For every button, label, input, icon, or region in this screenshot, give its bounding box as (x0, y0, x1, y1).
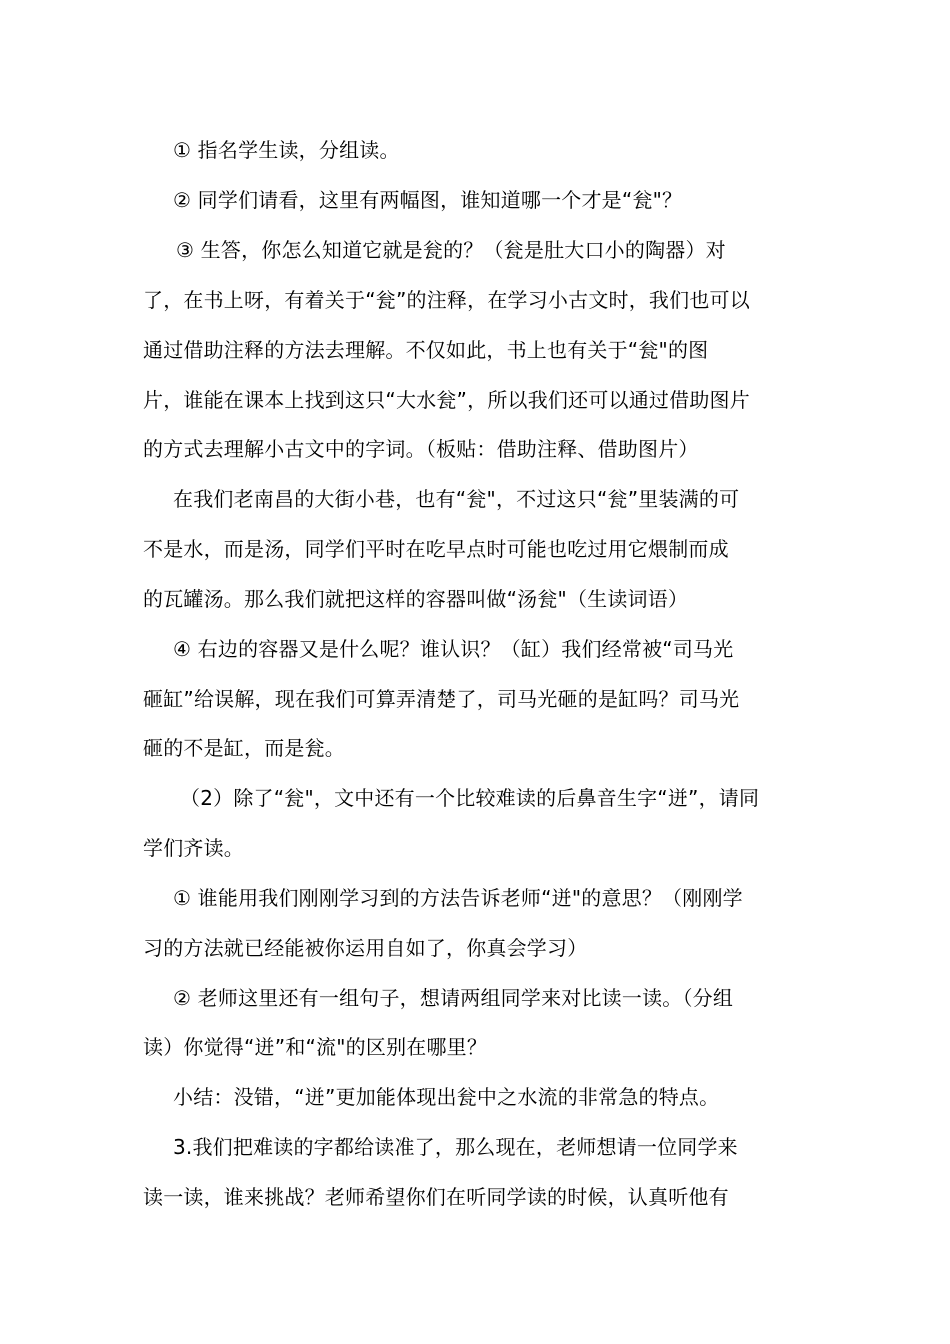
text-line: 习的方法就已经能被你运用自如了，你真会学习） (143, 936, 588, 960)
text-line: 片，谁能在课本上找到这只“大水瓮”，所以我们还可以通过借助图片 (143, 388, 750, 412)
text-line: 小结：没错，“迸”更加能体现出瓮中之水流的非常急的特点。 (173, 1085, 720, 1109)
text-line: 在我们老南昌的大街小巷，也有“瓮"，不过这只“瓮”里装满的可 (173, 487, 740, 511)
text-line: 读一读，谁来挑战？老师希望你们在听同学读的时候，认真听他有 (143, 1185, 729, 1209)
text-line: 通过借助注释的方法去理解。不仅如此，书上也有关于“瓮"的图 (143, 338, 709, 362)
text-line: ② 老师这里还有一组句子，想请两组同学来对比读一读。（分组 (173, 986, 734, 1010)
text-line: ③ 生答，你怎么知道它就是瓮的？（瓮是肚大口小的陶器）对 (176, 238, 726, 262)
text-line: 的方式去理解小古文中的字词。（板贴：借助注释、借助图片） (143, 437, 699, 461)
text-line: （2）除了“瓮"，文中还有一个比较难读的后鼻音生字“迸”，请同 (180, 786, 760, 810)
text-line: 砸的不是缸，而是瓮。 (143, 736, 345, 760)
text-line: ① 谁能用我们刚刚学习到的方法告诉老师“迸"的意思？（刚刚学 (173, 886, 743, 910)
text-line: 砸缸”给误解，现在我们可算弄清楚了，司马光砸的是缸吗？司马光 (143, 687, 740, 711)
text-line: 读）你觉得“迸”和“流"的区别在哪里？ (143, 1035, 488, 1059)
text-line: 的瓦罐汤。那么我们就把这样的容器叫做“汤瓮"（生读词语） (143, 587, 689, 611)
text-line: 不是水，而是汤，同学们平时在吃早点时可能也吃过用它煨制而成 (143, 537, 729, 561)
text-line: 学们齐读。 (143, 836, 244, 860)
text-line: ④ 右边的容器又是什么呢？谁认识？（缸）我们经常被“司马光 (173, 637, 734, 661)
text-line: 3.我们把难读的字都给读准了，那么现在，老师想请一位同学来 (173, 1135, 738, 1159)
text-line: ① 指名学生读，分组读。 (173, 138, 400, 162)
text-line: ② 同学们请看，这里有两幅图，谁知道哪一个才是“瓮"？ (173, 188, 683, 212)
text-line: 了，在书上呀，有着关于“瓮”的注释，在学习小古文时，我们也可以 (143, 288, 750, 312)
